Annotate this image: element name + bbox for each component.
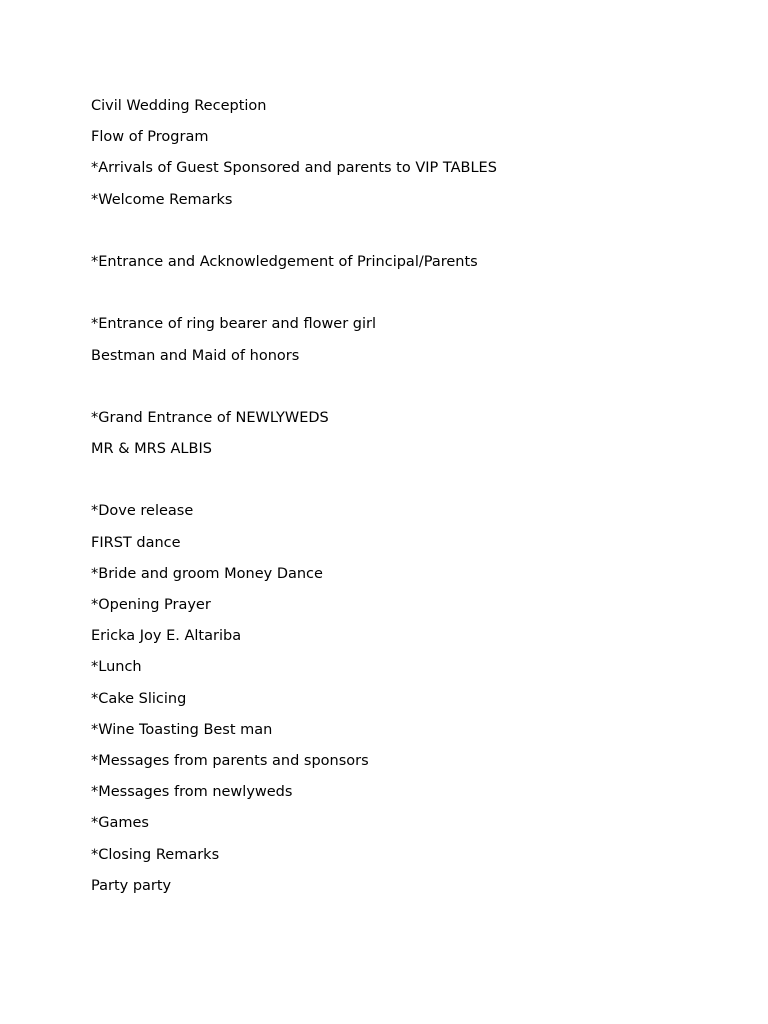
- program-item: *Messages from parents and sponsors: [91, 752, 369, 769]
- program-item: *Cake Slicing: [91, 690, 187, 707]
- program-item-detail: Party party: [91, 877, 172, 894]
- program-item: *Bride and groom Money Dance: [91, 565, 323, 582]
- program-item: *Games: [91, 815, 149, 832]
- blank-line: [91, 465, 731, 496]
- program-text: [91, 91, 731, 902]
- blank-line: [91, 216, 731, 247]
- blank-line: [91, 278, 731, 309]
- program-item: *Closing Remarks: [91, 846, 220, 863]
- program-item-detail: Bestman and Maid of honors: [91, 347, 300, 364]
- program-item: *Messages from newlyweds: [91, 784, 293, 801]
- program-item: *Opening Prayer: [91, 597, 211, 613]
- program-item: *Wine Toasting Best man: [91, 721, 273, 738]
- program-item-detail: MR & MRS ALBIS: [91, 441, 212, 458]
- program-item: *Entrance of ring bearer and flower girl: [91, 316, 377, 333]
- program-item-detail: FIRST dance: [91, 534, 181, 551]
- program-item: *Lunch: [91, 659, 142, 676]
- program-item-detail: Ericka Joy E. Altariba: [91, 628, 242, 645]
- program-item: *Grand Entrance of NEWLYWEDS: [91, 409, 329, 426]
- program-item: *Arrivals of Guest Sponsored and parents to VIP TABLES: [91, 160, 497, 177]
- program-item: *Entrance and Acknowledgement of Principal/Parents: [91, 253, 478, 270]
- document-subtitle: Flow of Program: [91, 129, 209, 146]
- blank-line: [91, 372, 731, 403]
- program-item: *Welcome Remarks: [91, 191, 233, 208]
- program-item: *Dove release: [91, 503, 194, 520]
- document-title: Civil Wedding Reception: [91, 98, 267, 114]
